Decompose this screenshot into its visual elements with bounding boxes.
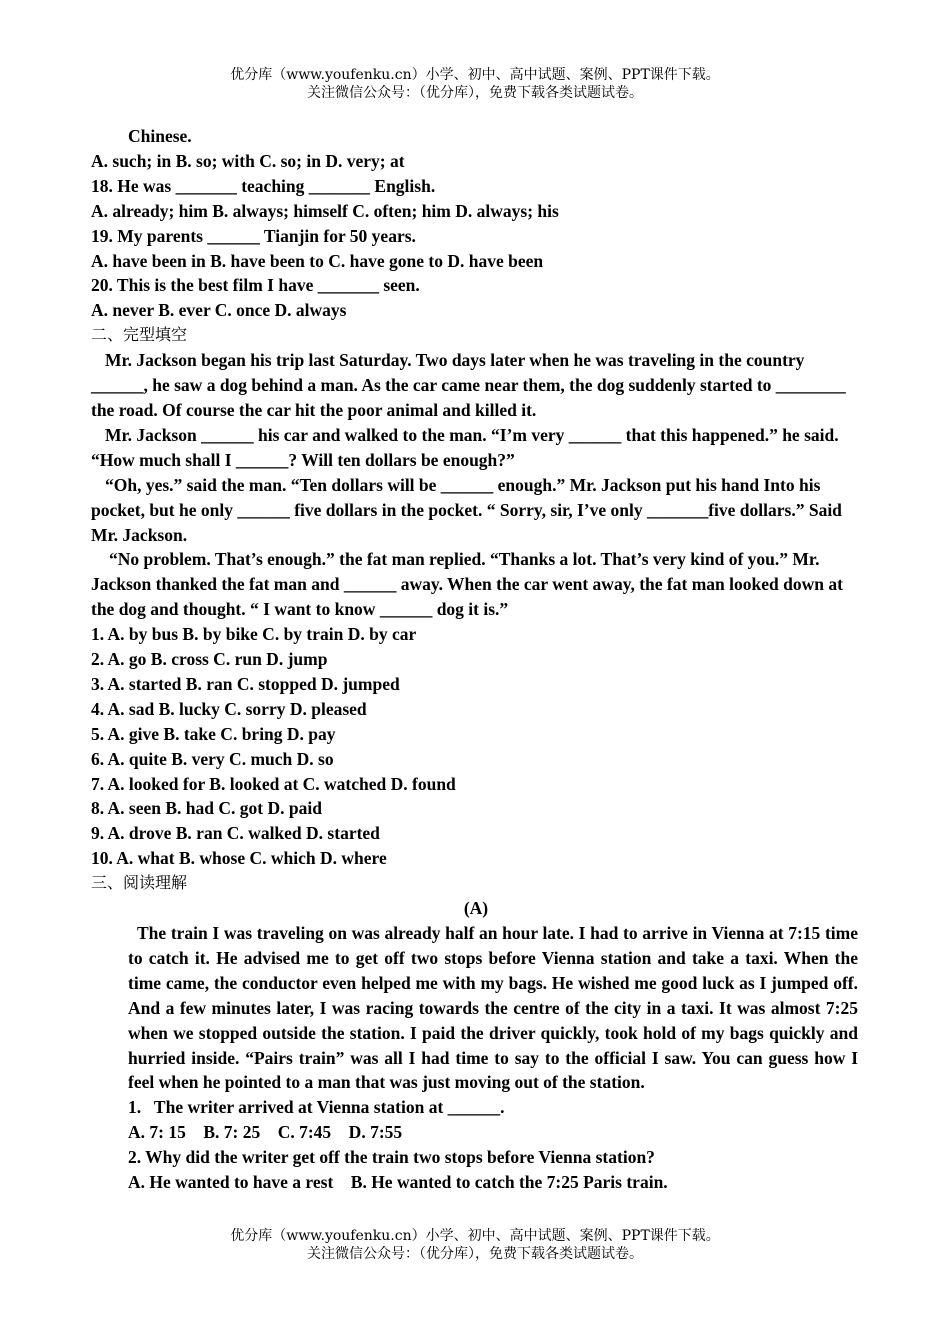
cloze-heading: 二、完型填空 — [91, 325, 188, 345]
q18-options: A. already; him B. always; himself C. often; him D. always; his — [91, 200, 559, 221]
cloze-option-row: 9. A. drove B. ran C. walked D. started — [91, 823, 380, 844]
page-footer — [0, 1227, 950, 1263]
page-header — [0, 66, 950, 102]
q18-stem: 18. He was _______ teaching _______ English. — [91, 175, 436, 196]
cloze-paragraph: “Oh, yes.” said the man. “Ten dollars will be ______ enough.” Mr. Jackson put his hand Into his pocket, but he only ______ five dollars in the pocket. “ Sorry, sir, I’ve only _______five dollars.” Said Mr. Jackson. — [91, 474, 842, 545]
cloze-option-row: 7. A. looked for B. looked at C. watched D. found — [91, 773, 456, 794]
cloze-option-row: 8. A. seen B. had C. got D. paid — [91, 798, 322, 819]
q17-continuation: Chinese. — [128, 126, 192, 146]
reading-q2-options: A. He wanted to have a rest B. He wanted to catch the 7:25 Paris train. — [128, 1172, 668, 1193]
cloze-option-row: 5. A. give B. take C. bring D. pay — [91, 723, 336, 744]
document-body — [91, 124, 861, 1195]
q17-options: A. such; in B. so; with C. so; in D. very; at — [91, 150, 405, 171]
q20-stem: 20. This is the best film I have _______ seen. — [91, 275, 420, 296]
cloze-option-row: 1. A. by bus B. by bike C. by train D. by car — [91, 624, 417, 645]
cloze-option-row: 6. A. quite B. very C. much D. so — [91, 748, 334, 769]
cloze-passage — [91, 348, 861, 622]
q19-stem: 19. My parents ______ Tianjin for 50 years. — [91, 225, 416, 246]
reading-q2-stem: 2. Why did the writer get off the train two stops before Vienna station? — [128, 1147, 655, 1168]
cloze-option-row: 2. A. go B. cross C. run D. jump — [91, 649, 328, 670]
cloze-option-row: 10. A. what B. whose C. which D. where — [91, 848, 387, 869]
cloze-options — [91, 622, 861, 871]
reading-q1-stem: 1. The writer arrived at Vienna station at ______. — [128, 1097, 505, 1118]
reading-section — [128, 921, 858, 1195]
footer-line-2: 关注微信公众号：（优分库），免费下载各类试题试卷。 — [307, 1246, 643, 1262]
cloze-option-row: 4. A. sad B. lucky C. sorry D. pleased — [91, 698, 367, 719]
cloze-paragraph: Mr. Jackson ______ his car and walked to the man. “I’m very ______ that this happened.” he said. “How much shall I ______? Will ten dollars be enough?” — [91, 424, 839, 470]
header-line-2: 关注微信公众号：（优分库），免费下载各类试题试卷。 — [307, 85, 643, 101]
reading-q1-options: A. 7: 15 B. 7: 25 C. 7:45 D. 7:55 — [128, 1122, 403, 1143]
cloze-paragraph: “No problem. That’s enough.” the fat man replied. “Thanks a lot. That’s very kind of you.” Mr. Jackson thanked the fat man and ______ away. When the car went away, the fat man looked down at the dog and thought. “ I want to know ______ dog it is.” — [91, 549, 843, 620]
cloze-option-row: 3. A. started B. ran C. stopped D. jumped — [91, 673, 400, 694]
footer-line-1: 优分库（www.youfenku.cn）小学、初中、高中试题、案例、PPT课件下载。 — [230, 1228, 720, 1244]
reading-heading: 三、阅读理解 — [91, 873, 188, 893]
cloze-paragraph: Mr. Jackson began his trip last Saturday. Two days later when he was traveling in the country ______, he saw a dog behind a man. As the car came near them, the dog suddenly started to ________ the road. Of course the car hit the poor animal and killed it. — [91, 350, 846, 420]
q20-options: A. never B. ever C. once D. always — [91, 300, 347, 321]
reading-passage: The train I was traveling on was already half an hour late. I had to arrive in Vienna at 7:15 time to catch it. He advised me to get off two stops before Vienna station and take a taxi. When the time came, the conductor even helped me with my bags. He wished me good luck as I jumped off. And a few minutes later, I was racing towards the centre of the city in a taxi. It was almost 7:25 when we stopped outside the station. I paid the driver quickly, took hold of my bags quickly and hurried inside. “Pairs train” was all I had time to say to the official I saw. You can guess how I feel when he pointed to a man that was just moving out of the station. — [128, 923, 858, 1093]
q19-options: A. have been in B. have been to C. have gone to D. have been — [91, 250, 544, 271]
passage-label: (A) — [463, 898, 489, 919]
header-line-1: 优分库（www.youfenku.cn）小学、初中、高中试题、案例、PPT课件下载。 — [230, 67, 720, 83]
